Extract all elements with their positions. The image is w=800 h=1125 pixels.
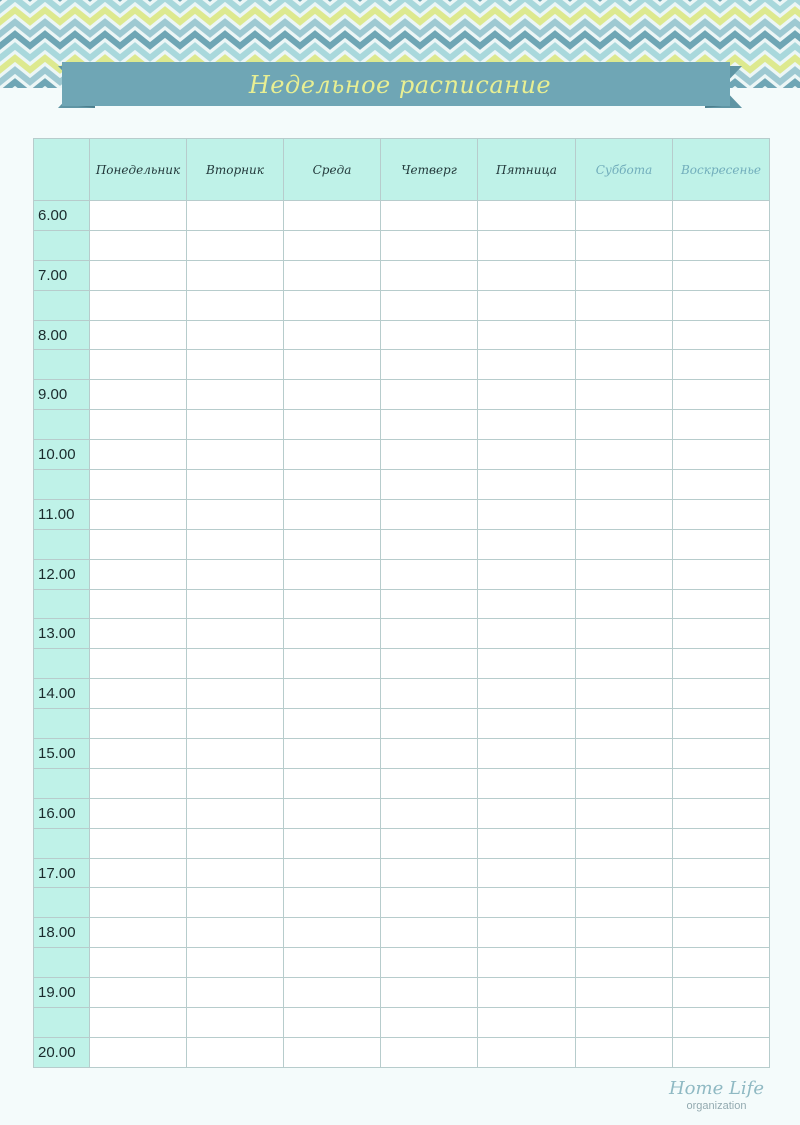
schedule-cell[interactable]: [187, 1037, 284, 1067]
hour-row: [34, 559, 770, 589]
schedule-cell[interactable]: [284, 978, 381, 1008]
schedule-cell[interactable]: [673, 828, 770, 858]
hour-row: [34, 320, 770, 350]
schedule-cell[interactable]: [478, 679, 576, 709]
schedule-cell[interactable]: [576, 410, 673, 440]
time-label: 16.00: [34, 798, 90, 828]
schedule-cell[interactable]: [381, 559, 478, 589]
schedule-cell[interactable]: [673, 470, 770, 500]
schedule-cell[interactable]: [284, 529, 381, 559]
schedule-cell[interactable]: [90, 948, 187, 978]
schedule-cell[interactable]: [284, 1037, 381, 1067]
schedule-cell[interactable]: [381, 380, 478, 410]
schedule-cell[interactable]: [673, 768, 770, 798]
weekly-schedule-table: [33, 138, 770, 1068]
half-hour-row: [34, 350, 770, 380]
half-hour-row: [34, 470, 770, 500]
schedule-cell[interactable]: [90, 470, 187, 500]
schedule-cell[interactable]: [381, 440, 478, 470]
schedule-cell[interactable]: [576, 499, 673, 529]
schedule-cell[interactable]: [381, 709, 478, 739]
schedule-cell[interactable]: [187, 858, 284, 888]
schedule-cell[interactable]: [673, 380, 770, 410]
schedule-cell[interactable]: [673, 1008, 770, 1038]
schedule-cell[interactable]: [576, 978, 673, 1008]
half-hour-row: [34, 888, 770, 918]
schedule-cell[interactable]: [90, 201, 187, 231]
schedule-cell[interactable]: [576, 230, 673, 260]
schedule-cell[interactable]: [90, 290, 187, 320]
schedule-cell[interactable]: [478, 709, 576, 739]
schedule-cell[interactable]: [478, 290, 576, 320]
schedule-cell[interactable]: [284, 201, 381, 231]
schedule-cell[interactable]: [478, 768, 576, 798]
schedule-cell[interactable]: [187, 918, 284, 948]
half-hour-row: [34, 649, 770, 679]
schedule-cell[interactable]: [187, 619, 284, 649]
schedule-cell[interactable]: [576, 768, 673, 798]
time-label: 11.00: [34, 499, 90, 529]
time-spacer: [34, 410, 90, 440]
schedule-cell[interactable]: [284, 798, 381, 828]
schedule-cell[interactable]: [284, 260, 381, 290]
time-spacer: [34, 230, 90, 260]
schedule-cell[interactable]: [673, 888, 770, 918]
schedule-cell[interactable]: [478, 948, 576, 978]
half-hour-row: [34, 410, 770, 440]
schedule-cell[interactable]: [576, 1037, 673, 1067]
schedule-cell[interactable]: [187, 649, 284, 679]
schedule-cell[interactable]: [284, 440, 381, 470]
schedule-cell[interactable]: [381, 589, 478, 619]
schedule-cell[interactable]: [187, 1008, 284, 1038]
schedule-cell[interactable]: [284, 768, 381, 798]
hour-row: [34, 798, 770, 828]
schedule-cell[interactable]: [478, 739, 576, 769]
schedule-cell[interactable]: [90, 499, 187, 529]
schedule-cell[interactable]: [673, 230, 770, 260]
schedule-cell[interactable]: [381, 858, 478, 888]
schedule-cell[interactable]: [381, 828, 478, 858]
half-hour-row: [34, 230, 770, 260]
half-hour-row: [34, 529, 770, 559]
schedule-cell[interactable]: [478, 978, 576, 1008]
hour-row: [34, 440, 770, 470]
header-row: [34, 139, 770, 201]
schedule-cell[interactable]: [187, 380, 284, 410]
time-spacer: [34, 589, 90, 619]
schedule-cell[interactable]: [187, 260, 284, 290]
brand-name: Home Life: [668, 1078, 764, 1099]
schedule-cell[interactable]: [576, 350, 673, 380]
time-label: 19.00: [34, 978, 90, 1008]
schedule-cell[interactable]: [576, 290, 673, 320]
schedule-cell[interactable]: [673, 410, 770, 440]
schedule-cell[interactable]: [187, 888, 284, 918]
schedule-cell[interactable]: [673, 709, 770, 739]
time-spacer: [34, 470, 90, 500]
schedule-cell[interactable]: [284, 709, 381, 739]
half-hour-row: [34, 948, 770, 978]
schedule-cell[interactable]: [576, 529, 673, 559]
schedule-cell[interactable]: [576, 709, 673, 739]
schedule-cell[interactable]: [576, 948, 673, 978]
schedule-cell[interactable]: [478, 828, 576, 858]
schedule-cell[interactable]: [381, 470, 478, 500]
schedule-cell[interactable]: [478, 649, 576, 679]
schedule-cell[interactable]: [673, 1037, 770, 1067]
schedule-cell[interactable]: [90, 380, 187, 410]
schedule-cell[interactable]: [673, 499, 770, 529]
schedule-cell[interactable]: [576, 649, 673, 679]
schedule-cell[interactable]: [187, 709, 284, 739]
hour-row: [34, 1037, 770, 1067]
schedule-cell[interactable]: [187, 679, 284, 709]
schedule-cell[interactable]: [284, 470, 381, 500]
day-header: Четверг: [381, 139, 478, 201]
schedule-cell[interactable]: [478, 589, 576, 619]
schedule-cell[interactable]: [90, 440, 187, 470]
brand-subtitle: organization: [686, 1100, 747, 1112]
day-header: Пятница: [478, 139, 576, 201]
schedule-cell[interactable]: [576, 1008, 673, 1038]
schedule-cell[interactable]: [187, 768, 284, 798]
time-label: 17.00: [34, 858, 90, 888]
day-header: Среда: [284, 139, 381, 201]
hour-row: [34, 499, 770, 529]
schedule-cell[interactable]: [90, 649, 187, 679]
time-spacer: [34, 888, 90, 918]
schedule-cell[interactable]: [187, 978, 284, 1008]
schedule-cell[interactable]: [673, 948, 770, 978]
schedule-cell[interactable]: [284, 320, 381, 350]
time-spacer: [34, 529, 90, 559]
schedule-cell[interactable]: [90, 768, 187, 798]
schedule-cell[interactable]: [673, 798, 770, 828]
schedule-cell[interactable]: [284, 589, 381, 619]
schedule-cell[interactable]: [187, 350, 284, 380]
schedule-cell[interactable]: [381, 918, 478, 948]
schedule-cell[interactable]: [90, 559, 187, 589]
schedule-cell[interactable]: [90, 230, 187, 260]
hour-row: [34, 978, 770, 1008]
time-label: 14.00: [34, 679, 90, 709]
time-spacer: [34, 649, 90, 679]
time-spacer: [34, 350, 90, 380]
schedule-cell[interactable]: [284, 918, 381, 948]
schedule-cell[interactable]: [284, 410, 381, 440]
schedule-cell[interactable]: [381, 260, 478, 290]
schedule-cell[interactable]: [284, 559, 381, 589]
time-label: 7.00: [34, 260, 90, 290]
schedule-cell[interactable]: [673, 559, 770, 589]
schedule-cell[interactable]: [576, 679, 673, 709]
schedule-cell[interactable]: [90, 350, 187, 380]
schedule-cell[interactable]: [284, 380, 381, 410]
schedule-cell[interactable]: [576, 858, 673, 888]
time-spacer: [34, 709, 90, 739]
schedule-cell[interactable]: [478, 350, 576, 380]
schedule-cell[interactable]: [284, 948, 381, 978]
schedule-cell[interactable]: [187, 290, 284, 320]
schedule-cell[interactable]: [478, 559, 576, 589]
time-label: 6.00: [34, 201, 90, 231]
schedule-cell[interactable]: [576, 440, 673, 470]
time-label: 12.00: [34, 559, 90, 589]
schedule-cell[interactable]: [90, 320, 187, 350]
schedule-cell[interactable]: [90, 828, 187, 858]
schedule-cell[interactable]: [90, 529, 187, 559]
schedule-cell[interactable]: [187, 739, 284, 769]
schedule-cell[interactable]: [90, 709, 187, 739]
schedule-cell[interactable]: [90, 918, 187, 948]
schedule-cell[interactable]: [478, 918, 576, 948]
schedule-cell[interactable]: [673, 201, 770, 231]
schedule-cell[interactable]: [381, 768, 478, 798]
schedule-cell[interactable]: [381, 410, 478, 440]
time-label: 9.00: [34, 380, 90, 410]
time-label: 13.00: [34, 619, 90, 649]
schedule-cell[interactable]: [187, 798, 284, 828]
half-hour-row: [34, 589, 770, 619]
schedule-cell[interactable]: [284, 858, 381, 888]
schedule-cell[interactable]: [284, 679, 381, 709]
schedule-cell[interactable]: [90, 1037, 187, 1067]
schedule-cell[interactable]: [284, 350, 381, 380]
time-label: 18.00: [34, 918, 90, 948]
schedule-cell[interactable]: [673, 589, 770, 619]
time-spacer: [34, 290, 90, 320]
schedule-cell[interactable]: [478, 858, 576, 888]
time-label: 8.00: [34, 320, 90, 350]
schedule-cell[interactable]: [478, 380, 576, 410]
schedule-cell[interactable]: [478, 619, 576, 649]
schedule-cell[interactable]: [381, 499, 478, 529]
schedule-cell[interactable]: [187, 440, 284, 470]
schedule-cell[interactable]: [673, 649, 770, 679]
time-label: 10.00: [34, 440, 90, 470]
brand-logo: [669, 1078, 764, 1112]
schedule-cell[interactable]: [576, 260, 673, 290]
hour-row: [34, 679, 770, 709]
schedule-cell[interactable]: [381, 888, 478, 918]
schedule-cell[interactable]: [381, 1008, 478, 1038]
time-spacer: [34, 828, 90, 858]
schedule-cell[interactable]: [90, 978, 187, 1008]
schedule-cell[interactable]: [187, 559, 284, 589]
schedule-cell[interactable]: [576, 828, 673, 858]
schedule-cell[interactable]: [284, 649, 381, 679]
schedule-cell[interactable]: [673, 918, 770, 948]
schedule-cell[interactable]: [90, 260, 187, 290]
schedule-cell[interactable]: [90, 858, 187, 888]
schedule-cell[interactable]: [381, 290, 478, 320]
schedule-cell[interactable]: [187, 410, 284, 440]
schedule-cell[interactable]: [284, 290, 381, 320]
schedule-cell[interactable]: [478, 410, 576, 440]
schedule-cell[interactable]: [187, 948, 284, 978]
day-header: Вторник: [187, 139, 284, 201]
schedule-cell[interactable]: [576, 918, 673, 948]
hour-row: [34, 619, 770, 649]
day-header: Понедельник: [90, 139, 187, 201]
schedule-cell[interactable]: [381, 320, 478, 350]
schedule-cell[interactable]: [478, 440, 576, 470]
schedule-cell[interactable]: [576, 798, 673, 828]
schedule-cell[interactable]: [284, 1008, 381, 1038]
schedule-cell[interactable]: [673, 858, 770, 888]
schedule-cell[interactable]: [478, 320, 576, 350]
schedule-cell[interactable]: [90, 589, 187, 619]
schedule-cell[interactable]: [478, 529, 576, 559]
schedule-cell[interactable]: [381, 978, 478, 1008]
schedule-cell[interactable]: [478, 230, 576, 260]
schedule-cell[interactable]: [381, 619, 478, 649]
schedule-cell[interactable]: [576, 470, 673, 500]
schedule-cell[interactable]: [90, 888, 187, 918]
schedule-cell[interactable]: [284, 828, 381, 858]
schedule-cell[interactable]: [478, 798, 576, 828]
schedule-cell[interactable]: [187, 320, 284, 350]
day-header: Суббота: [576, 139, 673, 201]
hour-row: [34, 260, 770, 290]
schedule-cell[interactable]: [576, 589, 673, 619]
schedule-cell[interactable]: [90, 410, 187, 440]
schedule-cell[interactable]: [187, 201, 284, 231]
schedule-cell[interactable]: [90, 798, 187, 828]
schedule-cell[interactable]: [673, 440, 770, 470]
schedule-cell[interactable]: [90, 739, 187, 769]
schedule-cell[interactable]: [576, 320, 673, 350]
schedule-cell[interactable]: [187, 470, 284, 500]
schedule-cell[interactable]: [478, 1008, 576, 1038]
schedule-cell[interactable]: [381, 230, 478, 260]
schedule-cell[interactable]: [478, 499, 576, 529]
half-hour-row: [34, 1008, 770, 1038]
schedule-cell[interactable]: [576, 380, 673, 410]
schedule-cell[interactable]: [187, 589, 284, 619]
schedule-cell[interactable]: [673, 320, 770, 350]
page-title: Недельное расписание: [248, 71, 552, 99]
schedule-cell[interactable]: [381, 529, 478, 559]
half-hour-row: [34, 709, 770, 739]
hour-row: [34, 739, 770, 769]
schedule-cell[interactable]: [187, 529, 284, 559]
schedule-cell[interactable]: [576, 619, 673, 649]
schedule-cell[interactable]: [478, 201, 576, 231]
corner-cell: [34, 139, 90, 201]
half-hour-row: [34, 768, 770, 798]
schedule-body: [34, 201, 770, 1068]
schedule-cell[interactable]: [381, 679, 478, 709]
half-hour-row: [34, 290, 770, 320]
schedule-cell[interactable]: [381, 948, 478, 978]
schedule-cell[interactable]: [478, 1037, 576, 1067]
schedule-cell[interactable]: [673, 739, 770, 769]
hour-row: [34, 201, 770, 231]
schedule-cell[interactable]: [576, 559, 673, 589]
schedule-cell[interactable]: [381, 798, 478, 828]
day-header: Воскресенье: [673, 139, 770, 201]
schedule-cell[interactable]: [576, 201, 673, 231]
schedule-cell[interactable]: [478, 888, 576, 918]
schedule-cell[interactable]: [673, 350, 770, 380]
schedule-cell[interactable]: [187, 230, 284, 260]
schedule-cell[interactable]: [478, 260, 576, 290]
schedule-cell[interactable]: [576, 739, 673, 769]
schedule-cell[interactable]: [673, 290, 770, 320]
schedule-cell[interactable]: [284, 230, 381, 260]
time-spacer: [34, 948, 90, 978]
schedule-cell[interactable]: [90, 619, 187, 649]
schedule-cell[interactable]: [381, 739, 478, 769]
schedule-cell[interactable]: [673, 978, 770, 1008]
schedule-cell[interactable]: [673, 619, 770, 649]
schedule-cell[interactable]: [90, 679, 187, 709]
schedule-cell[interactable]: [187, 499, 284, 529]
time-label: 20.00: [34, 1037, 90, 1067]
schedule-cell[interactable]: [284, 499, 381, 529]
schedule-cell[interactable]: [381, 1037, 478, 1067]
schedule-cell[interactable]: [381, 649, 478, 679]
hour-row: [34, 380, 770, 410]
schedule-cell[interactable]: [284, 739, 381, 769]
schedule-cell[interactable]: [187, 828, 284, 858]
time-spacer: [34, 1008, 90, 1038]
schedule-cell[interactable]: [478, 470, 576, 500]
time-label: 15.00: [34, 739, 90, 769]
schedule-cell[interactable]: [381, 350, 478, 380]
hour-row: [34, 858, 770, 888]
schedule-cell[interactable]: [673, 529, 770, 559]
schedule-cell[interactable]: [284, 888, 381, 918]
schedule-cell[interactable]: [673, 260, 770, 290]
schedule-cell[interactable]: [90, 1008, 187, 1038]
time-spacer: [34, 768, 90, 798]
schedule-cell[interactable]: [381, 201, 478, 231]
schedule-cell[interactable]: [284, 619, 381, 649]
half-hour-row: [34, 828, 770, 858]
schedule-cell[interactable]: [673, 679, 770, 709]
hour-row: [34, 918, 770, 948]
schedule-cell[interactable]: [576, 888, 673, 918]
